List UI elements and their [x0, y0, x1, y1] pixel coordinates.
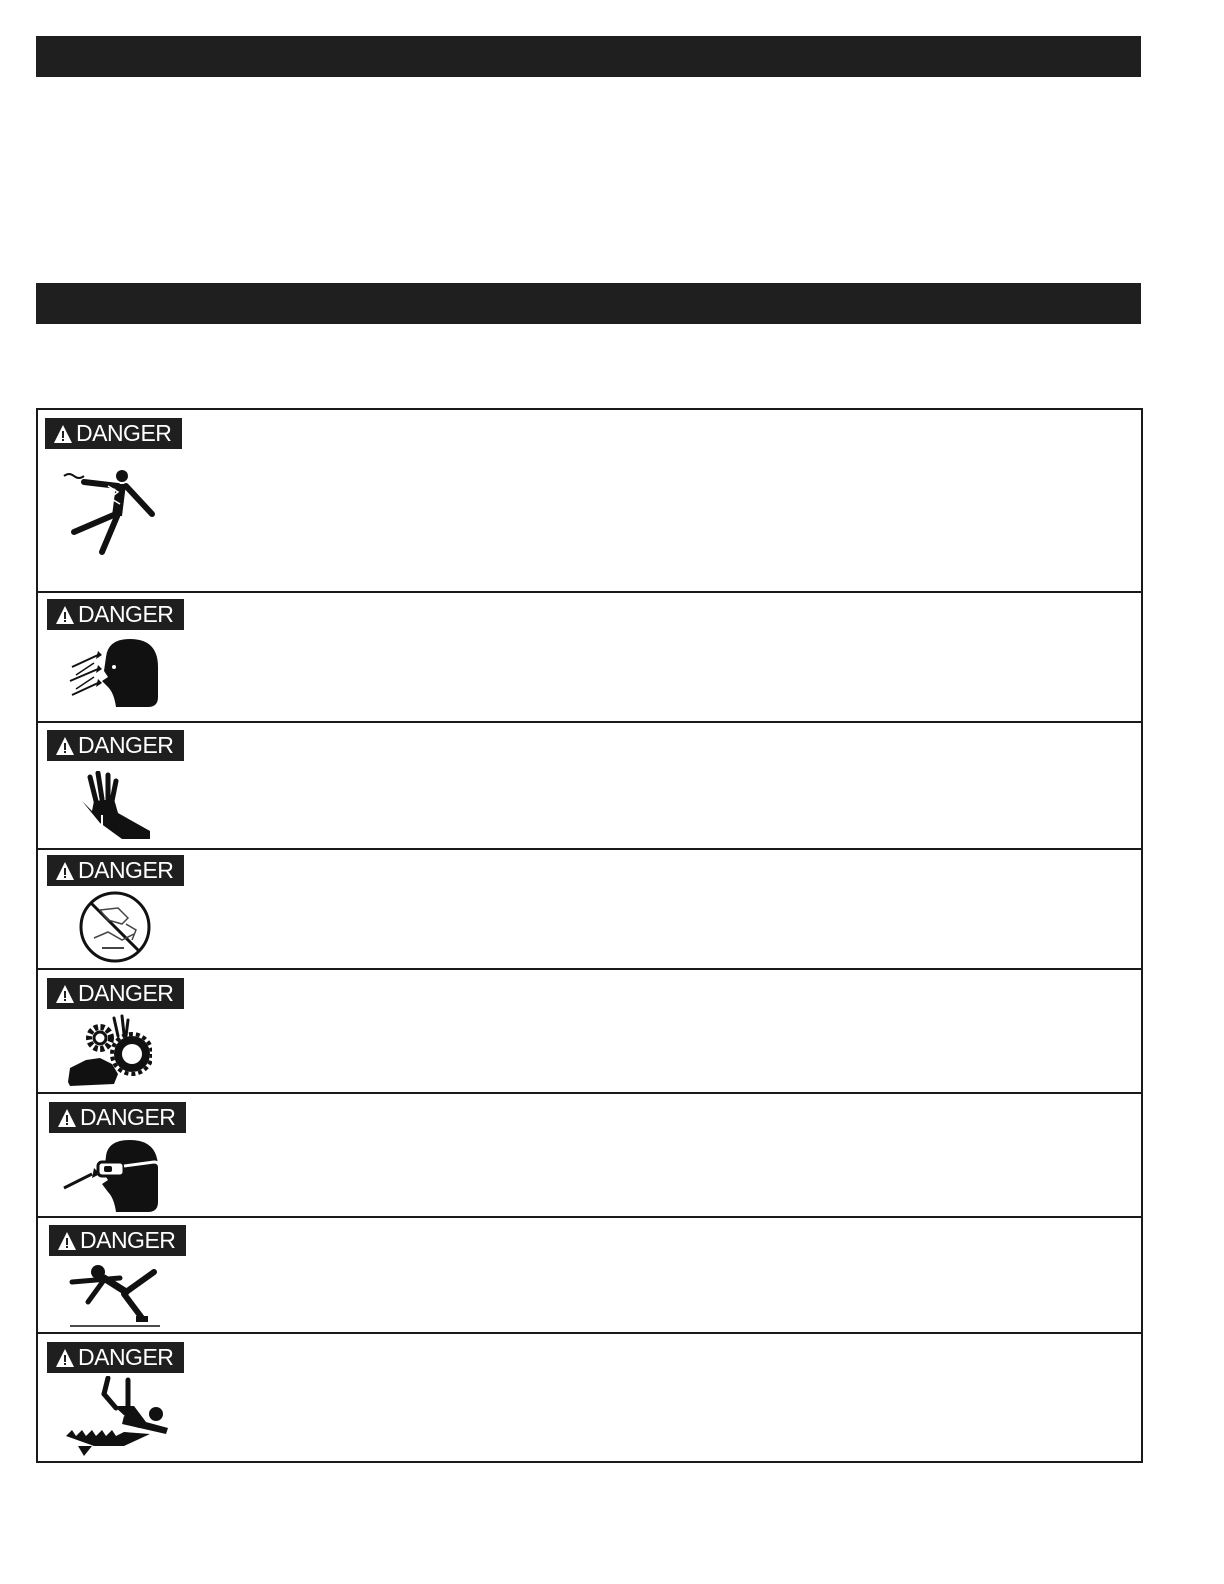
- warning-triangle-icon: [55, 984, 75, 1004]
- danger-tag: [47, 1342, 184, 1373]
- danger-label: DANGER: [78, 732, 174, 758]
- danger-row: [38, 1094, 1141, 1218]
- danger-tag: [49, 1102, 186, 1133]
- warning-triangle-icon: [57, 1231, 77, 1251]
- no-tampering-icon: [78, 890, 152, 964]
- danger-tag: [47, 978, 184, 1009]
- danger-tag: [49, 1225, 186, 1256]
- danger-tag: [47, 855, 184, 886]
- slip-hazard-icon: [68, 1262, 164, 1328]
- danger-row: [38, 723, 1141, 850]
- danger-row: [38, 410, 1141, 593]
- section-header-bar: [36, 36, 1141, 77]
- warning-triangle-icon: [53, 424, 73, 444]
- danger-label: DANGER: [78, 601, 174, 627]
- cut-hand-icon: [78, 771, 154, 841]
- danger-tag: [47, 730, 184, 761]
- danger-label: DANGER: [80, 1104, 176, 1130]
- toxic-fumes-icon: [68, 637, 163, 709]
- danger-label: DANGER: [80, 1227, 176, 1253]
- gear-entanglement-icon: [66, 1014, 152, 1088]
- danger-label: DANGER: [76, 420, 172, 446]
- eye-protection-icon: [62, 1138, 162, 1214]
- warning-triangle-icon: [55, 1348, 75, 1368]
- danger-row: [38, 970, 1141, 1094]
- danger-label: DANGER: [78, 857, 174, 883]
- danger-tag: [45, 418, 182, 449]
- warning-triangle-icon: [55, 736, 75, 756]
- warning-triangle-icon: [57, 1108, 77, 1128]
- warning-triangle-icon: [55, 605, 75, 625]
- danger-row: [38, 593, 1141, 723]
- danger-row: [38, 850, 1141, 970]
- section-header-bar: [36, 283, 1141, 324]
- danger-label: DANGER: [78, 980, 174, 1006]
- danger-tag: [47, 599, 184, 630]
- danger-row: [38, 1218, 1141, 1334]
- danger-table: [36, 408, 1143, 1463]
- fall-hazard-icon: [64, 1376, 174, 1458]
- danger-row: [38, 1334, 1141, 1461]
- danger-label: DANGER: [78, 1344, 174, 1370]
- electric-shock-icon: [60, 468, 160, 558]
- warning-triangle-icon: [55, 861, 75, 881]
